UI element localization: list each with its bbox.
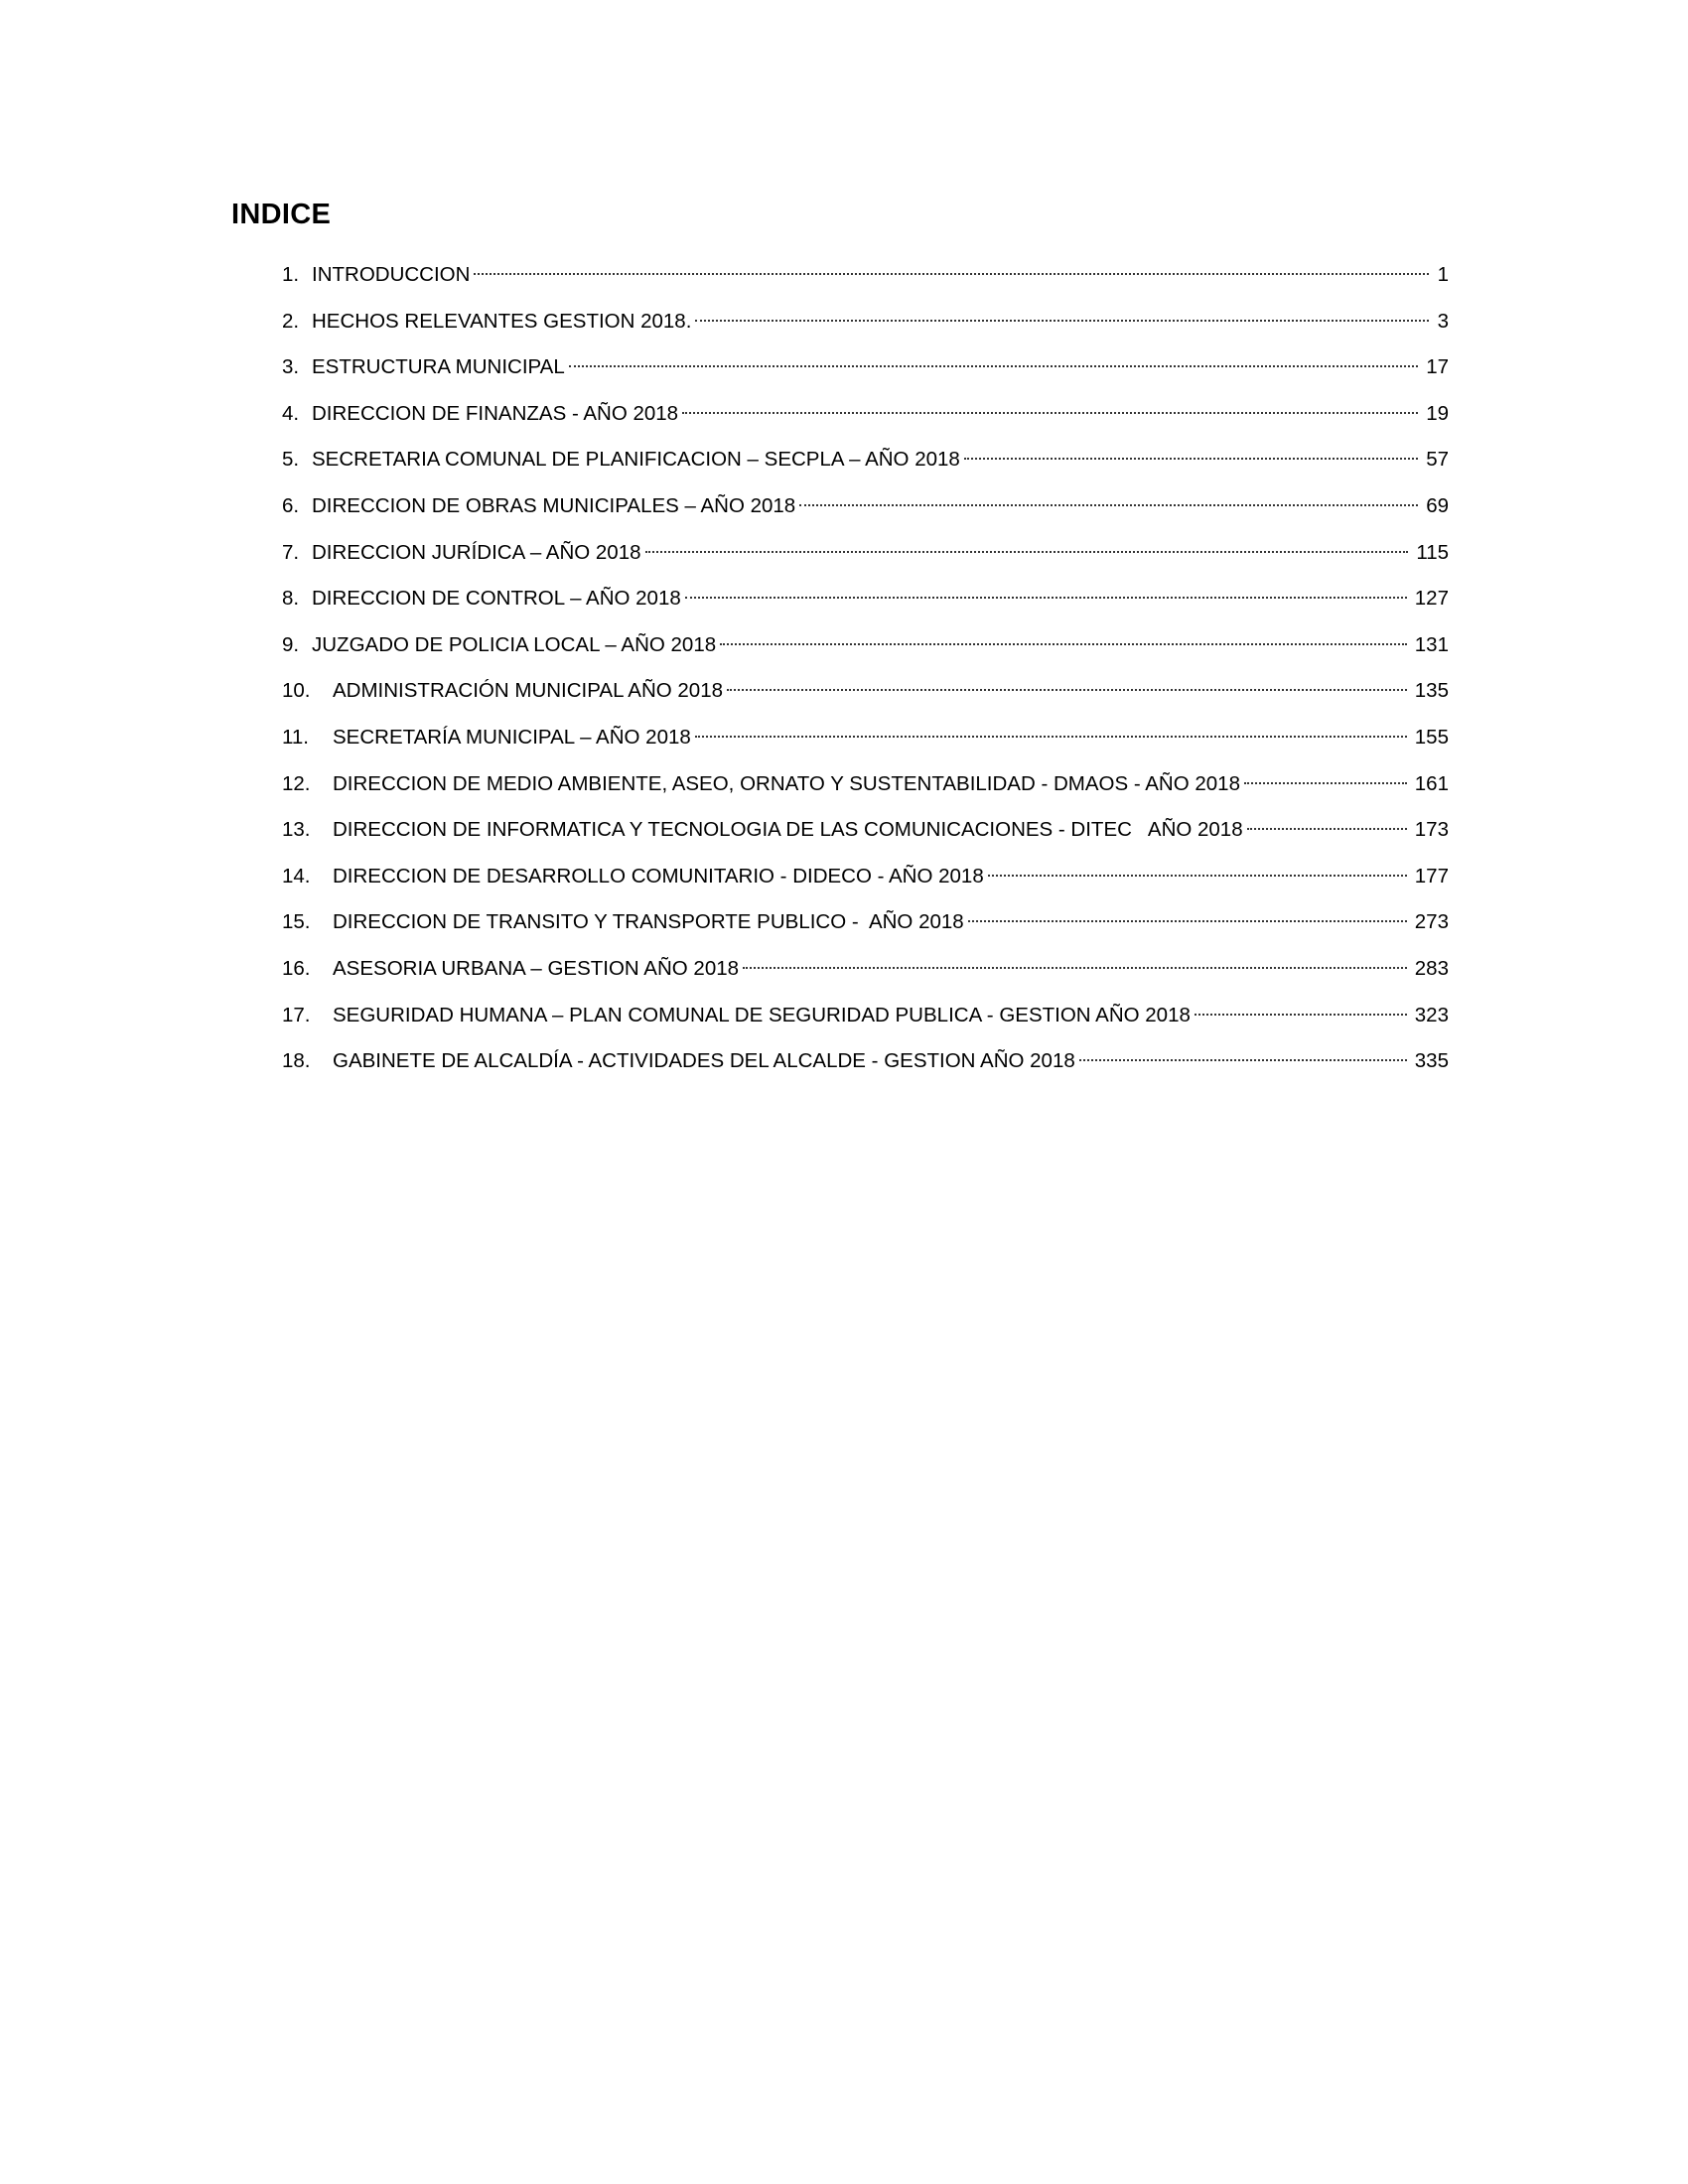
- toc-entry-number: 6.: [282, 493, 300, 517]
- toc-entry-title: DIRECCION DE FINANZAS - AÑO 2018: [312, 401, 679, 425]
- toc-entry-title: DIRECCION DE MEDIO AMBIENTE, ASEO, ORNATO Y SUSTENTABILIDAD - DMAOS - AÑO 2018: [333, 771, 1240, 795]
- toc-entry-number: 12.: [282, 771, 311, 795]
- toc-entry[interactable]: [282, 907, 1449, 954]
- toc-dot-leader: [720, 643, 1407, 645]
- toc-entry-page: 131: [1414, 632, 1449, 656]
- toc-entry[interactable]: [282, 954, 1449, 1001]
- toc-entry-page: 115: [1416, 540, 1449, 564]
- toc-entry-title: ESTRUCTURA MUNICIPAL: [312, 355, 565, 379]
- toc-entry[interactable]: [282, 1046, 1449, 1093]
- toc-entry-page: 19: [1426, 401, 1449, 425]
- toc-entry-page: 177: [1414, 864, 1449, 887]
- toc-entry-title: DIRECCION JURÍDICA – AÑO 2018: [312, 540, 641, 564]
- toc-entry-page: 161: [1414, 771, 1449, 795]
- toc-entry-page: 323: [1414, 1003, 1449, 1026]
- toc-dot-leader: [569, 365, 1418, 367]
- toc-dot-leader: [645, 551, 1409, 553]
- toc-dot-leader: [695, 736, 1407, 738]
- toc-entry-title: DIRECCION DE DESARROLLO COMUNITARIO - DIDECO - AÑO 2018: [333, 864, 984, 887]
- toc-entry-title: DIRECCION DE CONTROL – AÑO 2018: [312, 587, 681, 611]
- toc-entry-number: 5.: [282, 448, 300, 472]
- toc-entry-page: 57: [1426, 448, 1449, 472]
- toc-title: INDICE: [231, 199, 332, 230]
- toc-entry-number: 17.: [282, 1003, 311, 1026]
- toc-entry-page: 1: [1437, 263, 1449, 286]
- toc-entry-title: JUZGADO DE POLICIA LOCAL – AÑO 2018: [312, 632, 717, 656]
- toc-entry[interactable]: [282, 584, 1449, 630]
- toc-entry[interactable]: [282, 260, 1449, 307]
- toc-entry-page: 135: [1414, 679, 1449, 703]
- toc-entry-page: 273: [1414, 910, 1449, 934]
- toc-entry[interactable]: [282, 769, 1449, 816]
- toc-entry-title: GABINETE DE ALCALDÍA - ACTIVIDADES DEL ALCALDE - GESTION AÑO 2018: [333, 1049, 1075, 1073]
- toc-entry-title: SECRETARIA COMUNAL DE PLANIFICACION – SECPLA – AÑO 2018: [312, 448, 960, 472]
- toc-entry-title: ADMINISTRACIÓN MUNICIPAL AÑO 2018: [333, 679, 724, 703]
- toc-entry-page: 3: [1437, 309, 1449, 333]
- toc-dot-leader: [685, 597, 1407, 599]
- toc-entry[interactable]: [282, 723, 1449, 769]
- toc-dot-leader: [1079, 1059, 1407, 1061]
- toc-entry-number: 9.: [282, 632, 300, 656]
- toc-entry-page: 127: [1414, 587, 1449, 611]
- toc-entry-title: SECRETARÍA MUNICIPAL – AÑO 2018: [333, 725, 691, 749]
- toc-entry-number: 7.: [282, 540, 300, 564]
- toc-entry-page: 283: [1414, 956, 1449, 980]
- toc-entry-page: 69: [1426, 493, 1449, 517]
- toc-entry[interactable]: [282, 676, 1449, 723]
- toc-dot-leader: [1195, 1014, 1407, 1016]
- toc-entry-title: DIRECCION DE TRANSITO Y TRANSPORTE PUBLICO - AÑO 2018: [333, 910, 964, 934]
- toc-entry-title: DIRECCION DE OBRAS MUNICIPALES – AÑO 2018: [312, 493, 796, 517]
- toc-entry[interactable]: [282, 862, 1449, 908]
- toc-entry-page: 173: [1414, 818, 1449, 842]
- toc-entry-number: 1.: [282, 263, 300, 286]
- toc-entry[interactable]: [282, 538, 1449, 585]
- toc-entry-title: SEGURIDAD HUMANA – PLAN COMUNAL DE SEGURIDAD PUBLICA - GESTION AÑO 2018: [333, 1003, 1191, 1026]
- toc-dot-leader: [988, 875, 1407, 877]
- toc-dot-leader: [682, 412, 1418, 414]
- toc-entry[interactable]: [282, 815, 1449, 862]
- toc-entry-number: 2.: [282, 309, 300, 333]
- toc-entry-page: 17: [1426, 355, 1449, 379]
- toc-dot-leader: [1247, 828, 1407, 830]
- toc-dot-leader: [727, 689, 1407, 691]
- toc-entry-number: 3.: [282, 355, 300, 379]
- toc-entry-number: 8.: [282, 587, 300, 611]
- toc-dot-leader: [743, 967, 1407, 969]
- toc-entry[interactable]: [282, 399, 1449, 446]
- toc-entry-number: 13.: [282, 818, 311, 842]
- toc-entry[interactable]: [282, 307, 1449, 353]
- table-of-contents: [282, 260, 1449, 1093]
- toc-entry-number: 15.: [282, 910, 311, 934]
- toc-entry-page: 155: [1414, 725, 1449, 749]
- toc-entry[interactable]: [282, 630, 1449, 677]
- toc-entry-title: ASESORIA URBANA – GESTION AÑO 2018: [333, 956, 740, 980]
- toc-entry[interactable]: [282, 491, 1449, 538]
- toc-entry[interactable]: [282, 352, 1449, 399]
- toc-dot-leader: [474, 273, 1429, 275]
- toc-dot-leader: [695, 320, 1429, 322]
- toc-entry-page: 335: [1414, 1049, 1449, 1073]
- toc-entry[interactable]: [282, 445, 1449, 491]
- toc-entry[interactable]: [282, 1001, 1449, 1047]
- toc-dot-leader: [968, 920, 1407, 922]
- toc-dot-leader: [1244, 782, 1407, 784]
- toc-entry-title: HECHOS RELEVANTES GESTION 2018.: [312, 309, 692, 333]
- toc-dot-leader: [964, 458, 1418, 460]
- toc-entry-number: 10.: [282, 679, 311, 703]
- toc-entry-number: 14.: [282, 864, 311, 887]
- toc-entry-title: DIRECCION DE INFORMATICA Y TECNOLOGIA DE LAS COMUNICACIONES - DITEC AÑO 2018: [333, 818, 1243, 842]
- toc-entry-number: 16.: [282, 956, 311, 980]
- toc-entry-title: INTRODUCCION: [312, 263, 471, 286]
- toc-dot-leader: [799, 504, 1418, 506]
- toc-entry-number: 18.: [282, 1049, 311, 1073]
- toc-entry-number: 11.: [282, 725, 309, 749]
- toc-entry-number: 4.: [282, 401, 300, 425]
